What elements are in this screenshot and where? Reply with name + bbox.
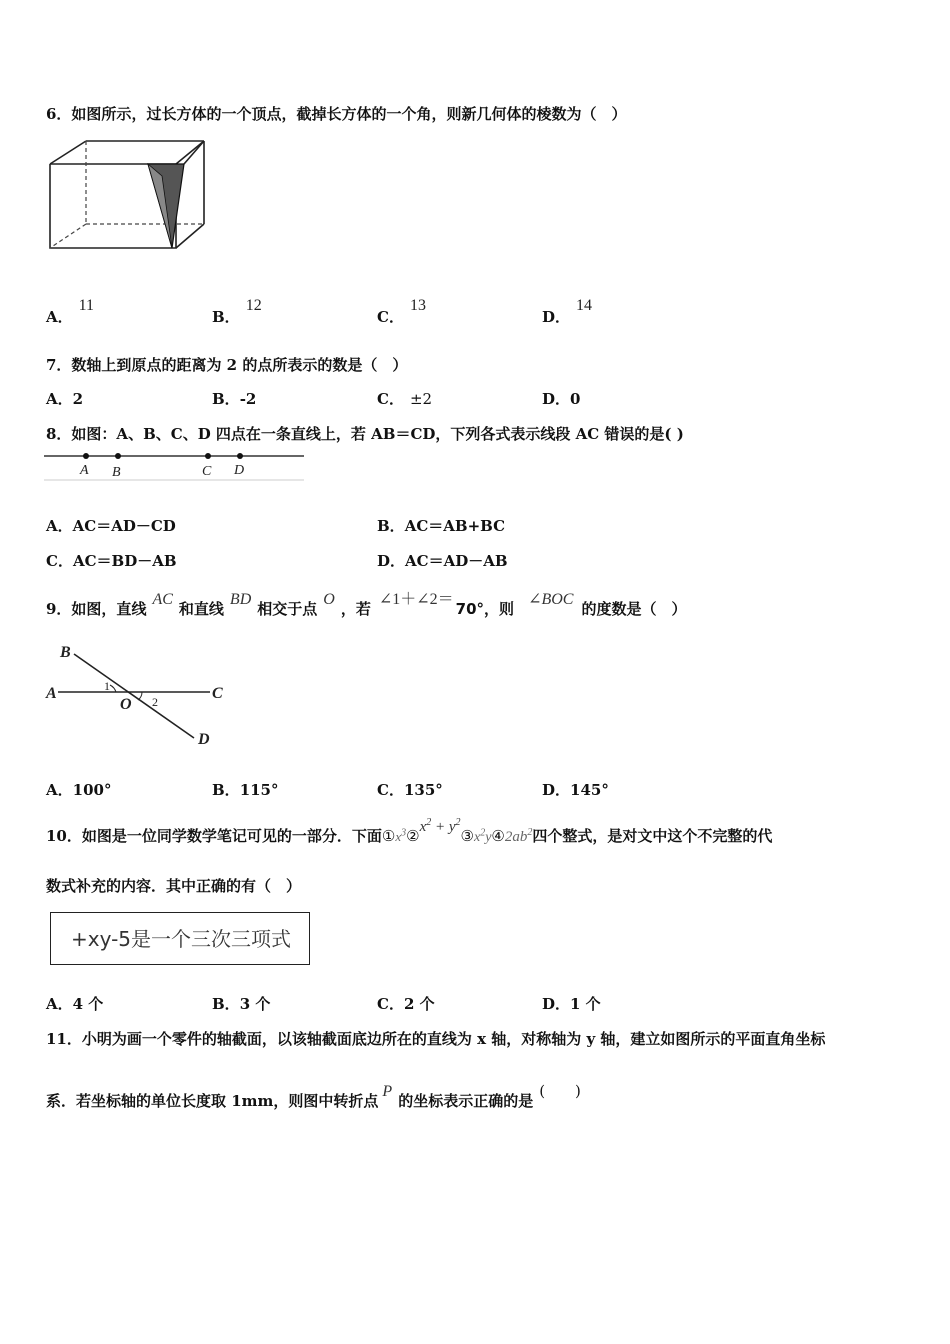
- q9-label-o: O: [120, 696, 132, 713]
- q10-option-c[interactable]: C．2 个: [377, 995, 435, 1013]
- q10-expr-1: $x^3$: [395, 827, 407, 844]
- q7-option-d[interactable]: D．0: [542, 390, 581, 408]
- q10-expr-4: $2ab^2$: [504, 827, 533, 845]
- q9-intersecting-lines-figure: [44, 640, 234, 752]
- q11-point-p: P: [382, 1083, 393, 1100]
- q8-number-line-figure: [44, 448, 306, 482]
- q9-label-b: B: [60, 644, 71, 661]
- q7-option-c[interactable]: C． ±2: [377, 390, 433, 408]
- q9-label-angle1: 1: [104, 679, 110, 693]
- q6-cuboid-figure: [44, 136, 209, 256]
- q7-option-b[interactable]: B．-2: [212, 390, 257, 408]
- q8-option-b[interactable]: B．AC＝AB+BC: [377, 517, 506, 535]
- q9-option-c[interactable]: C．135°: [377, 781, 443, 799]
- q8-stem: 8．如图：A、B、C、D 四点在一条直线上，若 AB＝CD，下列各式表示线段 AC 错误的是( ): [46, 425, 684, 443]
- q9-point-o: O: [323, 591, 335, 608]
- q9-label-a: A: [46, 685, 57, 702]
- q11-answer-paren: ( ): [539, 1082, 581, 1100]
- q9-label-angle2: 2: [152, 695, 158, 709]
- q6-option-c[interactable]: C．13: [377, 297, 426, 326]
- q10-stem-line2: 数式补充的内容．其中正确的有（ ）: [46, 877, 302, 895]
- q10-option-a[interactable]: A．4 个: [46, 995, 104, 1013]
- q9-line-ac: AC: [152, 591, 173, 608]
- q10-expr-2: $x^2 + y^2$: [419, 817, 461, 835]
- q8-label-c: C: [202, 464, 212, 479]
- q6-option-c-value: 13: [409, 297, 426, 314]
- q6-option-a-value: 11: [78, 297, 95, 314]
- q8-option-a[interactable]: A．AC＝AD－CD: [46, 517, 176, 535]
- q9-option-b[interactable]: B．115°: [212, 781, 279, 799]
- q9-angle-boc: ∠BOC: [528, 591, 574, 608]
- q8-option-c[interactable]: C．AC＝BD－AB: [46, 552, 177, 570]
- q6-stem: 6．如图所示，过长方体的一个顶点，截掉长方体的一个角，则新几何体的棱数为（ ）: [46, 105, 627, 123]
- q10-note-box: +xy-5是一个三次三项式: [50, 912, 310, 965]
- q10-option-b[interactable]: B．3 个: [212, 995, 271, 1013]
- q7-stem: 7．数轴上到原点的距离为 2 的点所表示的数是（ ）: [46, 356, 408, 374]
- q8-label-d: D: [234, 463, 245, 478]
- q9-label-c: C: [212, 685, 223, 702]
- q8-option-d[interactable]: D．AC＝AD－AB: [377, 552, 508, 570]
- q10-expr-3: $x^2y$: [473, 827, 492, 845]
- q10-stem-line1: 10．如图是一位同学数学笔记可见的一部分．下面$①x^3②x^2$ + $y^2③x^2y④2ab^2$四个整式，是对文中这个不完整的代: [46, 817, 773, 845]
- q8-label-b: B: [112, 465, 121, 480]
- q6-option-a[interactable]: A．11: [46, 297, 95, 326]
- q10-option-d[interactable]: D．1 个: [542, 995, 601, 1013]
- q9-angle-expr: ∠1＋∠2＝: [378, 591, 454, 608]
- q11-stem-line1: 11．小明为画一个零件的轴截面，以该轴截面底边所在的直线为 x 轴，对称轴为 y 轴，建立如图所示的平面直角坐标: [46, 1030, 826, 1048]
- q6-option-d[interactable]: D．14: [542, 297, 593, 326]
- q9-stem: 9．如图，直线AC和直线BD相交于点O，若∠1＋∠2＝70°，则∠BOC的度数是（ ）: [46, 591, 687, 618]
- q9-label-d: D: [198, 731, 210, 748]
- q9-option-d[interactable]: D．145°: [542, 781, 609, 799]
- q9-line-bd: BD: [229, 591, 252, 608]
- q8-label-a: A: [80, 463, 89, 478]
- q7-option-a[interactable]: A．2: [46, 390, 84, 408]
- q6-option-b[interactable]: B．12: [212, 297, 262, 326]
- q6-option-b-value: 12: [245, 297, 262, 314]
- q11-stem-line2: 系．若坐标轴的单位长度取 1mm，则图中转折点P的坐标表示正确的是( ): [46, 1082, 581, 1110]
- q6-option-d-value: 14: [576, 297, 593, 314]
- q9-option-a[interactable]: A．100°: [46, 781, 112, 799]
